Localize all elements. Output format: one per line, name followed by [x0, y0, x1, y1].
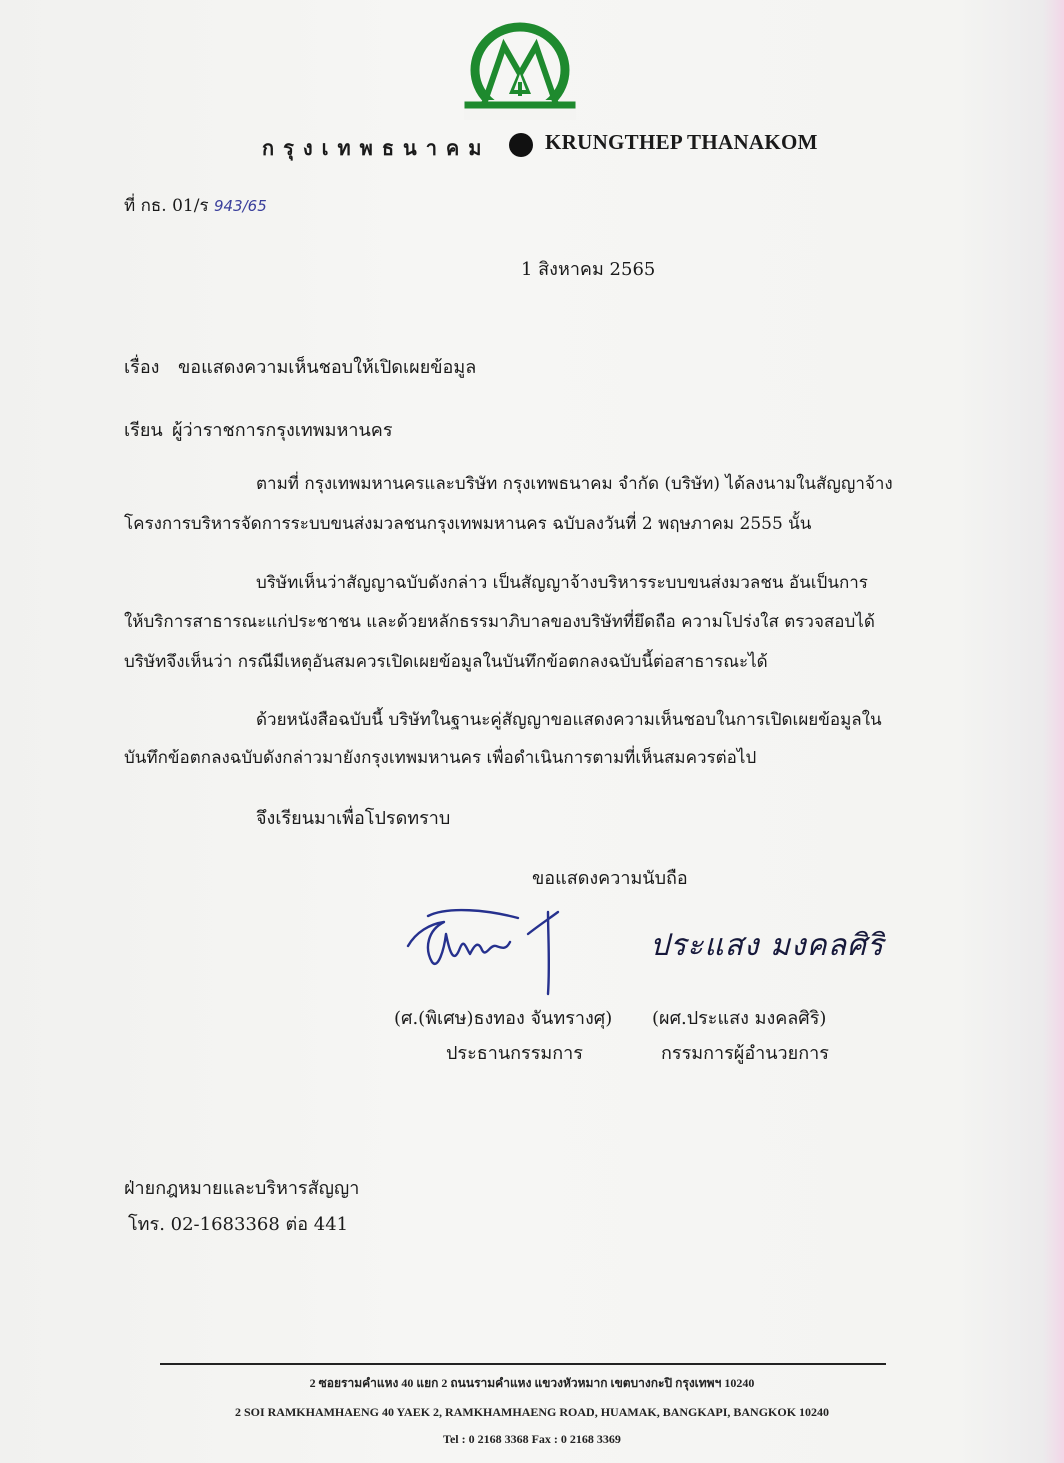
footer-divider: [160, 1363, 886, 1365]
body-paragraph-2-line-2: ให้บริการสาธารณะแก่ประชาชน และด้วยหลักธรรมาภิบาลของบริษัทที่ยึดถือ ความโปร่งใส ตรวจสอบได้: [124, 612, 875, 632]
body-paragraph-2-line-1: บริษัทเห็นว่าสัญญาฉบับดังกล่าว เป็นสัญญาจ้างบริหารระบบขนส่งมวลชน อันเป็นการ: [256, 573, 868, 593]
reference-handwritten-number: 943/65: [213, 197, 267, 215]
footer-address-english: 2 SOI RAMKHAMHAENG 40 YAEK 2, RAMKHAMHAENG ROAD, HUAMAK, BANGKAPI, BANGKOK 10240: [234, 1405, 830, 1419]
body-paragraph-1-line-2: โครงการบริหารจัดการระบบขนส่งมวลชนกรุงเทพมหานคร ฉบับลงวันที่ 2 พฤษภาคม 2555 นั้น: [124, 514, 812, 534]
company-logo-icon: [464, 20, 576, 120]
company-name-english: KRUNGTHEP THANAKOM: [545, 130, 818, 154]
subject-label: เรื่อง: [124, 357, 160, 378]
body-paragraph-3-line-2: บันทึกข้อตกลงฉบับดังกล่าวมายังกรุงเทพมหานคร เพื่อดำเนินการตามที่เห็นสมควรต่อไป: [124, 748, 757, 768]
subject-text: ขอแสดงความเห็นชอบให้เปิดเผยข้อมูล: [178, 357, 477, 378]
reference-number: [124, 196, 267, 216]
director-signature: ประแสง มงคลศิริ: [650, 928, 885, 963]
footer-contact: Tel : 0 2168 3368 Fax : 0 2168 3369: [443, 1432, 621, 1446]
footer-address-thai: 2 ซอยรามคำแหง 40 แยก 2 ถนนรามคำแหง แขวงหัวหมาก เขตบางกะปิ กรุงเทพฯ 10240: [309, 1376, 755, 1390]
chairman-signature: [398, 904, 568, 1004]
brand-dot-icon: [509, 133, 533, 157]
department-phone: โทร. 02-1683368 ต่อ 441: [128, 1214, 349, 1235]
letter-date: 1 สิงหาคม 2565: [521, 259, 656, 280]
reference-prefix: ที่ กธ. 01/ร: [124, 196, 209, 216]
chairman-name: (ศ.(พิเศษ)ธงทอง จันทรางศุ): [394, 1008, 613, 1029]
recipient-label: เรียน: [124, 420, 163, 441]
body-paragraph-2-line-3: บริษัทจึงเห็นว่า กรณีมีเหตุอันสมควรเปิดเผยข้อมูลในบันทึกข้อตกลงฉบับนี้ต่อสาธารณะได้: [124, 652, 768, 672]
closing-request: จึงเรียนมาเพื่อโปรดทราบ: [256, 808, 451, 829]
department-name: ฝ่ายกฎหมายและบริหารสัญญา: [124, 1178, 360, 1199]
director-title: กรรมการผู้อำนวยการ: [661, 1043, 829, 1064]
body-paragraph-3-line-1: ด้วยหนังสือฉบับนี้ บริษัทในฐานะคู่สัญญาขอแสดงความเห็นชอบในการเปิดเผยข้อมูลใน: [256, 710, 882, 730]
recipient-text: ผู้ว่าราชการกรุงเทพมหานคร: [172, 420, 393, 441]
body-paragraph-1-line-1: ตามที่ กรุงเทพมหานครและบริษัท กรุงเทพธนาคม จำกัด (บริษัท) ได้ลงนามในสัญญาจ้าง: [256, 474, 893, 494]
chairman-title: ประธานกรรมการ: [446, 1043, 583, 1064]
closing-salutation: ขอแสดงความนับถือ: [532, 868, 688, 889]
director-name: (ผศ.ประแสง มงคลศิริ): [652, 1008, 827, 1029]
company-name-thai: กรุงเทพธนาคม: [262, 136, 491, 160]
letterhead-brand: [0, 128, 1064, 160]
